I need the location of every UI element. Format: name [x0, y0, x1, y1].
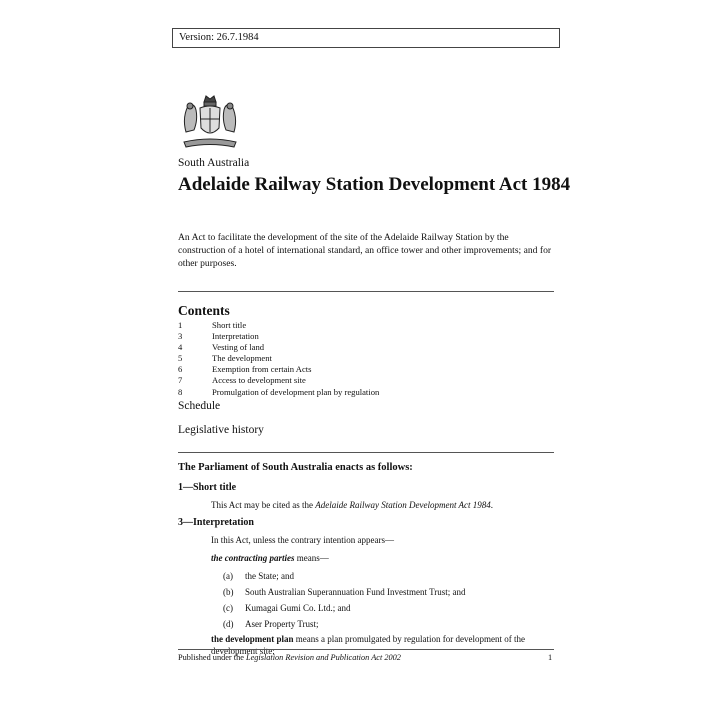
toc-title: Vesting of land — [212, 342, 265, 353]
definition-text: means a plan promulgated by regulation for development of the development site; — [211, 634, 525, 656]
list-item-text: South Australian Superannuation Fund Investment Trust; and — [245, 587, 466, 597]
toc-item[interactable] — [178, 320, 379, 331]
page-number: 1 — [548, 653, 553, 662]
list-item-text: Kumagai Gumi Co. Ltd.; and — [245, 603, 351, 613]
definition-contracting-parties — [211, 553, 329, 563]
toc-item[interactable] — [178, 375, 379, 386]
section-1-text — [211, 500, 493, 510]
toc-number: 8 — [178, 386, 183, 397]
act-title: Adelaide Railway Station Development Act 1984 — [178, 174, 571, 195]
contents-heading: Contents — [178, 303, 230, 318]
list-item-label: (a) — [223, 571, 233, 581]
toc-number: 6 — [178, 364, 183, 375]
toc-item[interactable] — [178, 364, 379, 375]
section-1-heading: 1—Short title — [178, 482, 237, 493]
defined-term: the development plan — [211, 634, 294, 644]
list-item-label: (d) — [223, 619, 234, 629]
toc-number: 5 — [178, 353, 183, 364]
toc-title: Promulgation of development plan by regulation — [212, 386, 380, 397]
toc-item[interactable] — [178, 342, 379, 353]
footer-prefix: Published under the — [178, 653, 246, 662]
long-title: An Act to facilitate the development of the site of the Adelaide Railway Station by the construction of a hotel of international standard, an office tower and other improvements; and for other purposes. — [178, 232, 552, 269]
toc-number: 3 — [178, 331, 183, 342]
footer-publication — [178, 653, 401, 662]
toc-title: Access to development site — [212, 375, 306, 386]
list-item — [223, 571, 294, 581]
toc-number: 4 — [178, 342, 183, 353]
toc-title: Short title — [212, 320, 247, 330]
table-of-contents — [178, 320, 379, 398]
toc-number: 7 — [178, 375, 183, 386]
list-item — [223, 603, 351, 613]
toc-number: 1 — [178, 320, 183, 330]
divider — [178, 452, 554, 453]
toc-item[interactable] — [178, 387, 379, 398]
list-item-text: Aser Property Trust; — [245, 619, 319, 629]
list-item-label: (c) — [223, 603, 233, 613]
toc-item[interactable] — [178, 331, 379, 342]
version-label: Version: 26.7.1984 — [172, 28, 560, 48]
section-1-text-before: This Act may be cited as the — [211, 500, 316, 510]
definition-text: means— — [294, 553, 329, 563]
toc-item[interactable] — [178, 353, 379, 364]
toc-history-link[interactable]: Legislative history — [178, 424, 264, 436]
footer-divider — [178, 649, 554, 650]
enacting-words: The Parliament of South Australia enacts as follows: — [178, 462, 413, 473]
coat-of-arms-icon — [178, 92, 242, 152]
toc-schedule-link[interactable]: Schedule — [178, 400, 221, 412]
toc-title: The development — [212, 353, 272, 364]
list-item-label: (b) — [223, 587, 234, 597]
act-citation: Adelaide Railway Station Development Act 1984 — [315, 500, 491, 510]
list-item — [223, 619, 319, 629]
list-item-text: the State; and — [245, 571, 294, 581]
list-item — [223, 587, 466, 597]
footer-act-name: Legislation Revision and Publication Act 2002 — [245, 653, 401, 662]
defined-term: the contracting parties — [211, 553, 295, 563]
jurisdiction: South Australia — [178, 157, 250, 169]
section-1-text-after: . — [490, 500, 494, 510]
divider — [178, 291, 554, 292]
section-3-heading: 3—Interpretation — [178, 517, 254, 528]
section-3-intro: In this Act, unless the contrary intention appears— — [211, 535, 394, 545]
toc-title: Interpretation — [212, 331, 259, 342]
toc-title: Exemption from certain Acts — [212, 364, 312, 375]
